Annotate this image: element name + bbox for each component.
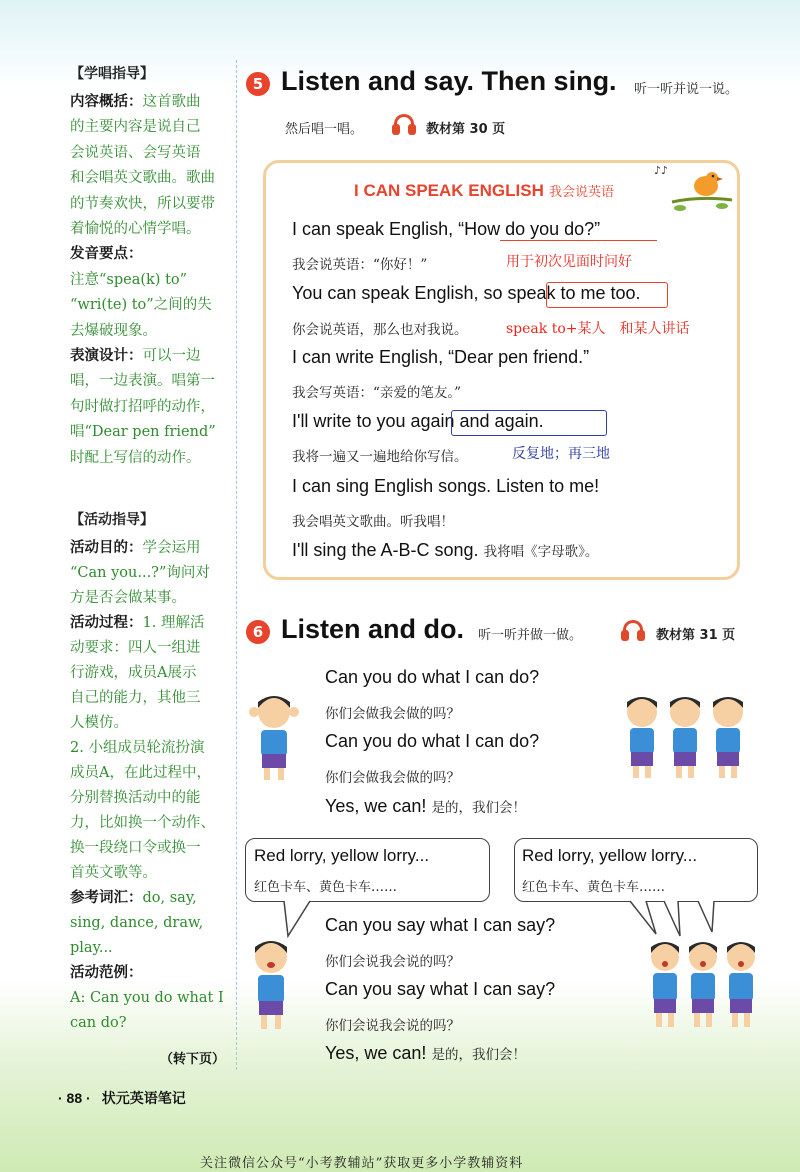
sidebar-line bbox=[70, 963, 143, 983]
bird-icon bbox=[650, 160, 740, 216]
sidebar-line bbox=[70, 863, 157, 883]
section5-book-ref: 教材第 30 页 bbox=[426, 122, 506, 137]
say-line-2: Can you say what I can say? bbox=[325, 979, 556, 999]
sidebar-line-text: 会说英语、会写英语 bbox=[70, 144, 201, 161]
sidebar-line bbox=[70, 613, 204, 633]
three-kids-cupping-ears-illustration bbox=[620, 690, 750, 786]
sidebar-line-text: 的节奏欢快，所以要带 bbox=[70, 195, 215, 212]
sidebar-divider bbox=[236, 60, 237, 1070]
section5-number-badge: 5 bbox=[246, 72, 270, 96]
bubble-left-cn: 红色卡车、黄色卡车…… bbox=[254, 880, 398, 895]
sidebar-line bbox=[70, 397, 215, 417]
sidebar-line bbox=[70, 638, 201, 658]
bubble-right-en: Red lorry, yellow lorry... bbox=[522, 846, 698, 865]
sidebar-line bbox=[70, 838, 201, 858]
song-title: I CAN SPEAK ENGLISH bbox=[354, 181, 544, 200]
song-line-4-cn: 我将一遍又一遍地给你写信。 bbox=[292, 449, 468, 465]
do-line-2-cn: 你们会做我会做的吗？ bbox=[325, 770, 460, 786]
sidebar-line-key: 活动范例： bbox=[70, 964, 143, 981]
section6-title: Listen and do. bbox=[281, 614, 465, 644]
sidebar-line-text: do, say, bbox=[142, 890, 197, 906]
sidebar-line-text: 1. 理解活 bbox=[142, 615, 205, 631]
do-line-3: Yes, we can! bbox=[325, 796, 427, 816]
three-kids-speaking-illustration bbox=[645, 935, 760, 1035]
sidebar-line-text: 人模仿。 bbox=[70, 715, 128, 731]
song-line-1-cn: 我会说英语：“你好！” bbox=[292, 257, 428, 273]
sidebar-line bbox=[70, 938, 113, 958]
sidebar-line-text: 行游戏，成员A展示 bbox=[70, 665, 197, 681]
sidebar-line-text: 首英文歌等。 bbox=[70, 865, 157, 881]
section6-number-badge: 6 bbox=[246, 620, 270, 644]
do-line-1-cn: 你们会做我会做的吗？ bbox=[325, 706, 460, 722]
bubble-right-tails bbox=[620, 900, 730, 940]
sidebar-line bbox=[70, 244, 143, 264]
sidebar-line bbox=[70, 143, 201, 163]
sidebar-line-text: 唱“Dear pen friend” bbox=[70, 424, 216, 441]
song-title-row bbox=[354, 181, 614, 201]
watermark-note: 关注微信公众号“小考教辅站”获取更多小学教辅资料 bbox=[200, 1156, 524, 1171]
do-line-3-cn: 是的，我们会！ bbox=[431, 800, 526, 816]
boy-cupping-ears-illustration bbox=[246, 690, 302, 786]
continued-note: （转下页） bbox=[160, 1052, 226, 1067]
sidebar-line bbox=[70, 295, 212, 315]
sidebar-line bbox=[70, 888, 197, 908]
song-line-5-cn: 我会唱英文歌曲。听我唱！ bbox=[292, 514, 454, 530]
sidebar-line bbox=[70, 713, 128, 733]
sidebar-line bbox=[70, 913, 203, 933]
sidebar-line-text: 方是否会做某事。 bbox=[70, 590, 186, 606]
sidebar-line bbox=[70, 538, 201, 558]
do-line-2: Can you do what I can do? bbox=[325, 731, 540, 751]
sidebar-line bbox=[70, 813, 215, 833]
boy-speaking-illustration bbox=[246, 935, 296, 1035]
sidebar-line bbox=[70, 168, 215, 188]
sidebar-line-text: can do? bbox=[70, 1015, 127, 1031]
sidebar-line bbox=[70, 738, 204, 758]
underline-how-do-you-do bbox=[500, 240, 657, 241]
sidebar-line-text: 着愉悦的心情学唱。 bbox=[70, 221, 201, 237]
sidebar-line-text: 时配上写信的动作。 bbox=[70, 449, 201, 466]
song-line-6: I'll sing the A-B-C song. bbox=[292, 540, 479, 560]
section6-title-cn: 听一听并做一做。 bbox=[478, 628, 583, 643]
song-title-cn: 我会说英语 bbox=[548, 185, 614, 200]
sidebar-line-text: 这首歌曲 bbox=[142, 94, 201, 110]
sidebar-line-text: 分别替换活动中的能 bbox=[70, 790, 201, 806]
do-line-1: Can you do what I can do? bbox=[325, 667, 540, 687]
say-line-1: Can you say what I can say? bbox=[325, 915, 556, 935]
sidebar-line-key: 活动目的： bbox=[70, 539, 143, 556]
sidebar-line-text: 句时做打招呼的动作， bbox=[70, 398, 215, 415]
sidebar-line bbox=[70, 92, 201, 112]
headphone-icon bbox=[392, 114, 416, 136]
sidebar-line-text: 去爆破现象。 bbox=[70, 322, 157, 339]
say-line-3-cn: 是的，我们会！ bbox=[431, 1047, 526, 1063]
sidebar-line-text: 换一段绕口令或换一 bbox=[70, 840, 201, 856]
sidebar-line bbox=[70, 371, 215, 391]
sidebar-line-text: 和会唱英文歌曲。歌曲 bbox=[70, 170, 215, 187]
sidebar-line bbox=[70, 194, 215, 214]
sidebar-line-text: 唱，一边表演。唱第一 bbox=[70, 373, 215, 390]
page-number: · 88 · bbox=[58, 1090, 91, 1106]
section5-title-cn: 听一听并说一说。 bbox=[634, 82, 739, 97]
highlight-again-and-again bbox=[451, 410, 607, 436]
sidebar-line bbox=[70, 588, 186, 608]
sidebar-line-key: 活动过程： bbox=[70, 614, 143, 631]
headphone-icon bbox=[621, 620, 645, 642]
bubble-left-tail bbox=[270, 900, 330, 940]
say-line-3-row bbox=[325, 1043, 526, 1064]
sidebar-line bbox=[70, 988, 224, 1008]
sidebar-line-key: 表演设计： bbox=[70, 347, 143, 364]
say-line-3: Yes, we can! bbox=[325, 1043, 427, 1063]
sidebar-line bbox=[70, 117, 201, 137]
song-line-5: I can sing English songs. Listen to me! bbox=[292, 476, 600, 496]
sidebar-line bbox=[70, 1013, 127, 1033]
section5-subtitle-cn: 然后唱一唱。 bbox=[285, 122, 364, 137]
sidebar-line bbox=[70, 270, 187, 290]
sidebar-line-text: 2. 小组成员轮流扮演 bbox=[70, 740, 205, 756]
note-again: 反复地；再三地 bbox=[512, 446, 610, 462]
sidebar-line-text: 动要求：四人一组进 bbox=[70, 640, 201, 656]
song-line-2: You can speak English, so speak to me too. bbox=[292, 283, 641, 303]
sidebar-line-text: “wri(te) to”之间的失 bbox=[70, 297, 212, 314]
sidebar-line-text: 自己的能力，其他三 bbox=[70, 690, 201, 706]
song-line-1: I can speak English, “How do you do?” bbox=[292, 219, 601, 239]
sidebar-line-text: 成员A，在此过程中， bbox=[70, 765, 211, 781]
song-line-6-cn: 我将唱《字母歌》。 bbox=[483, 544, 599, 560]
section6-book-ref: 教材第 31 页 bbox=[656, 628, 736, 643]
sidebar-line-text: “Can you...?”询问对 bbox=[70, 565, 210, 581]
song-line-3-cn: 我会写英语：“亲爱的笔友。” bbox=[292, 385, 462, 401]
note-greeting: 用于初次见面时问好 bbox=[506, 254, 632, 270]
song-line-6-row bbox=[292, 540, 598, 561]
sidebar-line-key: 内容概括： bbox=[70, 93, 143, 110]
song-line-3: I can write English, “Dear pen friend.” bbox=[292, 347, 590, 367]
sidebar-line-text: 力，比如换一个动作、 bbox=[70, 815, 215, 831]
sidebar-line-text: 注意“spea(k) to” bbox=[70, 271, 188, 288]
sidebar-line-text: 学会运用 bbox=[142, 540, 201, 556]
do-line-3-row bbox=[325, 796, 526, 817]
bubble-left-en: Red lorry, yellow lorry... bbox=[254, 846, 430, 865]
song-line-2-cn: 你会说英语，那么也对我说。 bbox=[292, 322, 468, 338]
svg-text:♪♪: ♪♪ bbox=[654, 164, 669, 177]
page-footer bbox=[58, 1088, 186, 1108]
bubble-right-cn: 红色卡车、黄色卡车…… bbox=[522, 880, 666, 895]
sidebar-line bbox=[70, 763, 211, 783]
highlight-speak-to-me bbox=[546, 282, 668, 308]
book-name: 状元英语笔记 bbox=[101, 1090, 186, 1106]
sidebar-line bbox=[70, 321, 157, 341]
sidebar-line-key: 参考词汇： bbox=[70, 889, 143, 906]
note-speak-to: speak to+某人 和某人讲话 bbox=[506, 321, 690, 337]
sidebar-line-text: 的主要内容是说自己 bbox=[70, 119, 201, 136]
sidebar-line-key: 发音要点： bbox=[70, 245, 143, 263]
sidebar-line bbox=[70, 448, 201, 468]
sidebar-line-text: sing, dance, draw, bbox=[70, 915, 204, 931]
sidebar-line-text: A: Can you do what I bbox=[70, 990, 224, 1006]
sidebar-line bbox=[70, 422, 216, 442]
sidebar-line-text: 可以一边 bbox=[142, 348, 201, 364]
sidebar-line bbox=[70, 219, 201, 239]
sidebar-line bbox=[70, 346, 201, 366]
sidebar-heading: 【活动指导】 bbox=[70, 512, 154, 528]
sidebar-line bbox=[70, 688, 201, 708]
sidebar-line bbox=[70, 563, 210, 583]
sidebar-line bbox=[70, 663, 196, 683]
say-line-2-cn: 你们会说我会说的吗？ bbox=[325, 1018, 460, 1034]
sidebar-heading: 【学唱指导】 bbox=[70, 66, 154, 82]
song-line-4: I'll write to you again and again. bbox=[292, 411, 544, 431]
section5-title: Listen and say. Then sing. bbox=[281, 66, 617, 96]
sidebar-line bbox=[70, 788, 201, 808]
say-line-1-cn: 你们会说我会说的吗？ bbox=[325, 954, 460, 970]
sidebar-line-text: play... bbox=[70, 940, 113, 956]
